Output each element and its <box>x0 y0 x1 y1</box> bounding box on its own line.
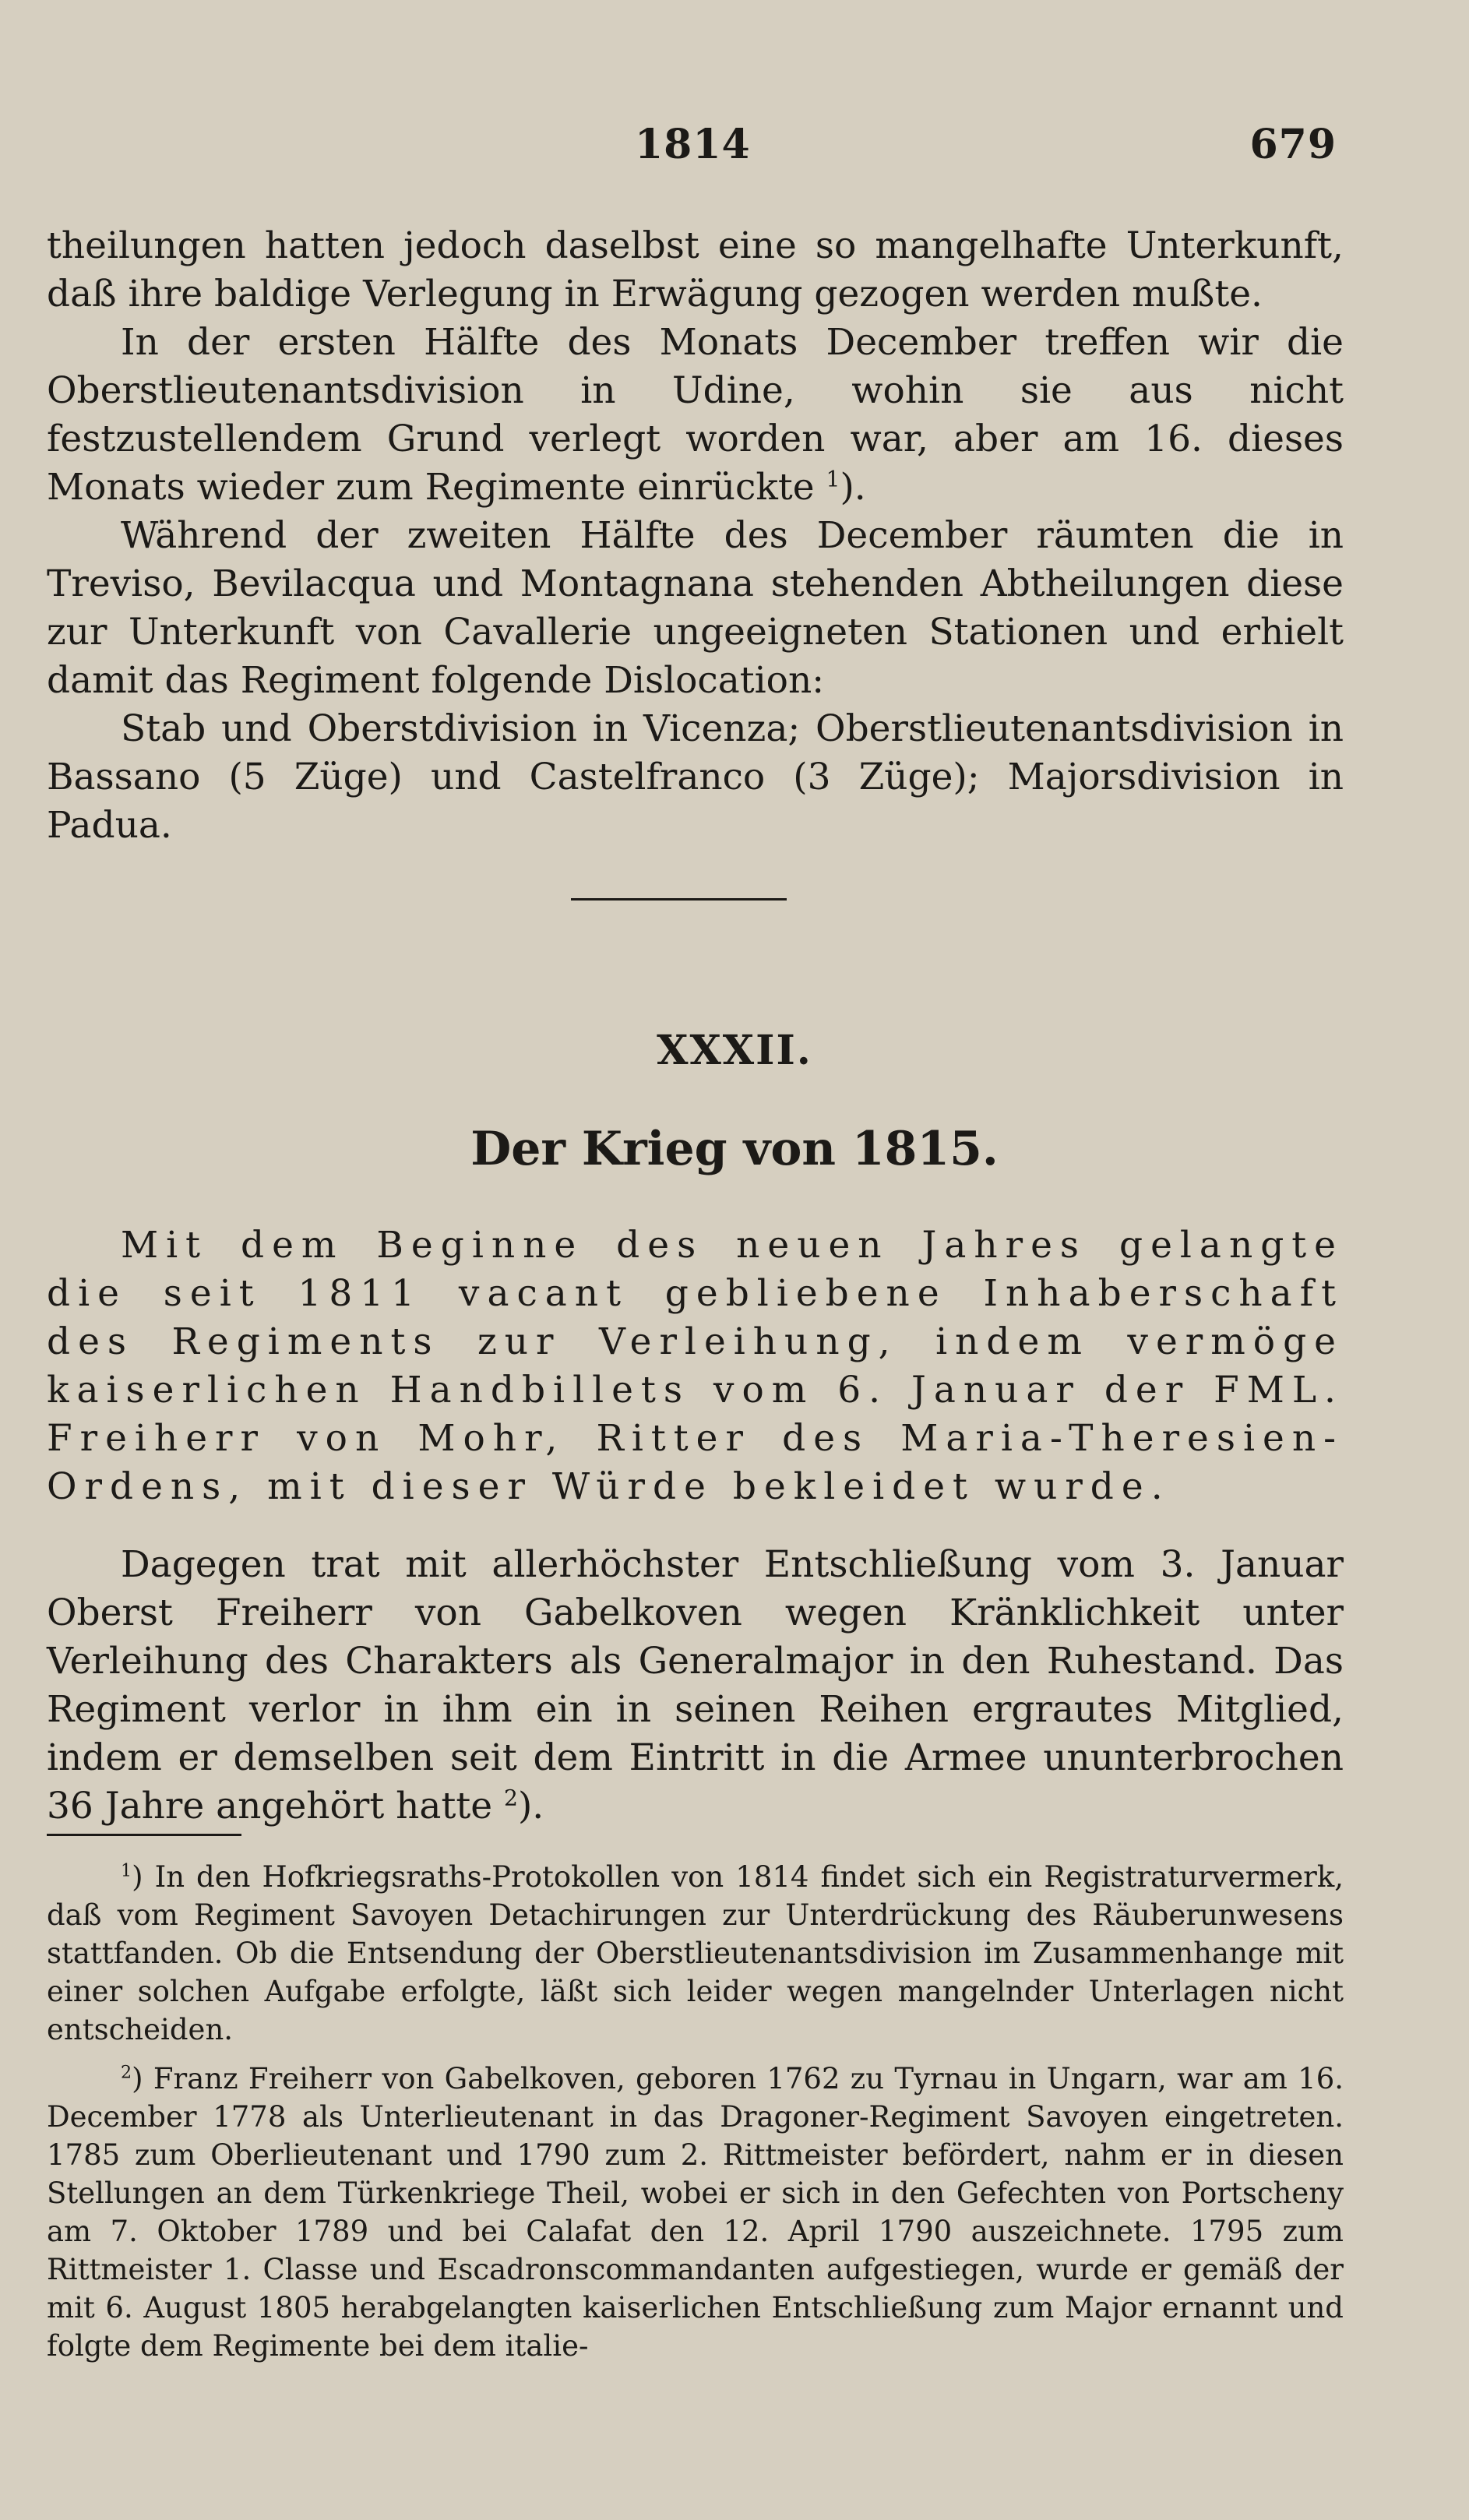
footnote-ref: 2 <box>504 1785 518 1811</box>
paragraph: theilungen hatten jedoch daselbst eine so mangelhafte Unterkunft, daß ihre baldige Verlegung in Erwägung gezogen werden mußte. <box>47 224 1344 315</box>
chapter-number: XXXII. <box>657 1027 812 1074</box>
footnote: $^2$) Franz Freiherr von Gabelkoven, geboren 1762 zu Tyrnau in Ungarn, war am 16. December 1778 als Unterlieutenant in das Dragoner-Regiment Savoyen eingetreten. 1785 zum Oberlieutenant und 1790 zum 2. Rittmeister befördert, nahm er in diesen Stellungen an dem Türkenkriege Theil, wobei er sich in den Gefechten von Portscheny am 7. Oktober 1789 und bei Calafat den 12. April 1790 auszeichnete. 1795 zum Rittmeister 1. Classe und Escadronscommandanten aufgestiegen, wurde er gemäß der mit 6. August 1805 herabgelangten kaiserlichen Entschließung zum Major ernannt und folgte dem Regimente bei dem italie- <box>47 2062 1344 2363</box>
footnote-marker: 2 <box>121 2062 132 2083</box>
header-year: 1814 <box>635 121 751 168</box>
footnote-ref: 1 <box>826 466 840 492</box>
chapter-title: Der Krieg von 1815. <box>470 1122 999 1176</box>
footnote: $^1$) In den Hofkriegsraths-Protokollen von 1814 findet sich ein Registraturvermerk, daß vom Regiment Savoyen Detachirungen zur Unterdrückung des Räuberunwesens stattfanden. Ob die Entsendung der Oberstlieutenantsdivision im Zusammenhange mit einer solchen Aufgabe erfolgte, läßt sich leider wegen mangelnder Unterlagen nicht entscheiden. <box>47 1860 1344 2046</box>
paragraph: In der ersten Hälfte des Monats December treffen wir die Oberstlieutenantsdivision in Udine, wohin sie aus nicht festzustellendem Grund verlegt worden war, aber am 16. dieses Monats wieder zum Regimente einrückte $^1$). <box>47 321 1344 509</box>
paragraph: Während der zweiten Hälfte des December räumten die in Treviso, Bevilacqua und Montagnana stehenden Abtheilungen diese zur Unterkunft von Cavallerie ungeeigneten Stationen und erhielt damit das Regiment folgende Dislocation: <box>47 514 1344 702</box>
paragraph: Mit dem Beginne des neuen Jahres gelangte die seit 1811 vacant gebliebene Inhaberschaft des Regiments zur Verleihung, indem vermöge kaiserlichen Handbillets vom 6. Januar der FML. Freiherr von Mohr, Ritter des Maria-Theresien-Ordens, mit dieser Würde bekleidet wurde. <box>47 1224 1344 1508</box>
page-number: 679 <box>1249 121 1337 168</box>
paragraph: Dagegen trat mit allerhöchster Entschließung vom 3. Januar Oberst Freiherr von Gabelkoven wegen Kränklichkeit unter Verleihung des Charakters als Generalmajor in den Ruhestand. Das Regiment verlor in ihm ein in seinen Reihen ergrautes Mitglied, indem er demselben seit dem Eintritt in die Armee ununterbrochen 36 Jahre angehört hatte $^2$). <box>47 1543 1344 1827</box>
chapter-text-block <box>47 1221 1344 1831</box>
paragraph: Stab und Oberstdivision in Vicenza; Oberstlieutenantsdivision in Bassano (5 Züge) und Castelfranco (3 Züge); Majorsdivision in Padua. <box>47 707 1344 847</box>
top-text-block <box>47 222 1344 850</box>
footnote-divider <box>47 1834 241 1836</box>
footnotes <box>47 1858 1344 2376</box>
section-divider <box>571 898 787 901</box>
running-header <box>0 121 1469 183</box>
footnote-marker: 1 <box>121 1860 132 1881</box>
